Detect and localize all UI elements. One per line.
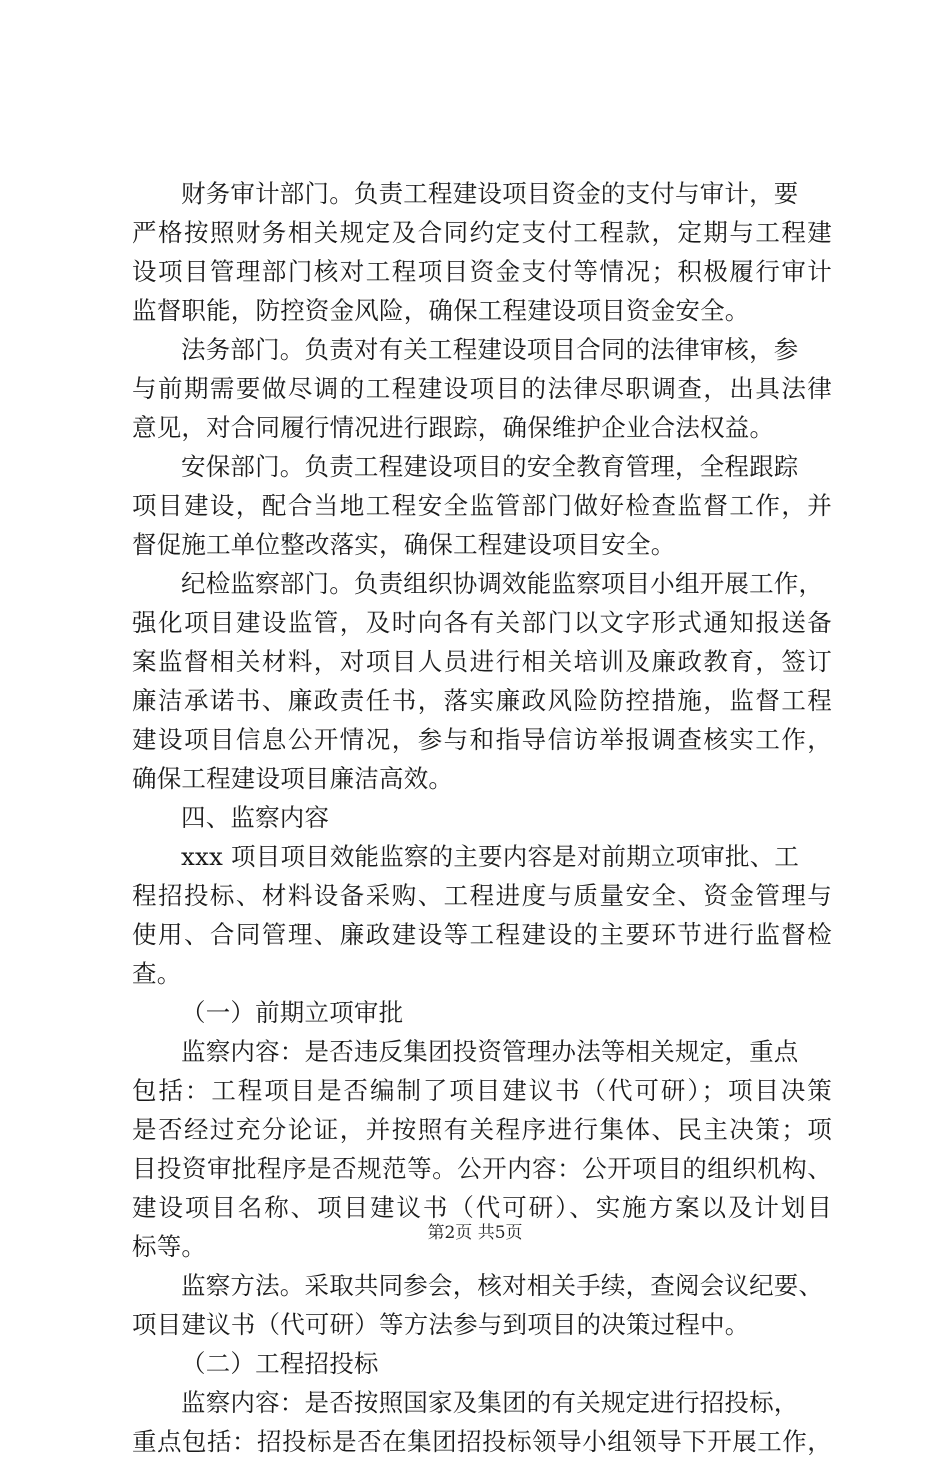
paragraph-line: 包括：工程项目是否编制了项目建议书（代可研）；项目决策 (132, 1076, 832, 1105)
paragraph-line: 是否经过充分论证，并按照有关程序进行集体、民主决策；项 (132, 1115, 832, 1144)
paragraph-line: 查。 (132, 959, 182, 988)
paragraph-line: 监督职能，防控资金风险，确保工程建设项目资金安全。 (132, 296, 750, 325)
paragraph-line: 项目建设，配合当地工程安全监管部门做好检查监督工作，并 (132, 491, 832, 520)
paragraph-line: 意见，对合同履行情况进行跟踪，确保维护企业合法权益。 (132, 413, 775, 442)
paragraph-line: 监察内容：是否按照国家及集团的有关规定进行招投标， (181, 1388, 799, 1417)
paragraph-line: 法务部门。负责对有关工程建设项目合同的法律审核，参 (181, 335, 799, 364)
paragraph-line: 强化项目建设监管，及时向各有关部门以文字形式通知报送备 (132, 608, 832, 637)
page-number-footer: 第2页 共5页 (427, 1223, 523, 1243)
paragraph-line: 廉洁承诺书、廉政责任书，落实廉政风险防控措施，监督工程 (132, 686, 832, 715)
paragraph-line: 建设项目信息公开情况，参与和指导信访举报调查核实工作， (132, 725, 832, 754)
paragraph-line: 项目建议书（代可研）等方法参与到项目的决策过程中。 (132, 1310, 750, 1339)
paragraph-line: 纪检监察部门。负责组织协调效能监察项目小组开展工作， (181, 569, 824, 598)
paragraph-line: 重点包括：招投标是否在集团招投标领导小组领导下开展工作， (132, 1427, 832, 1456)
paragraph-line: 督促施工单位整改落实，确保工程建设项目安全。 (132, 530, 676, 559)
paragraph-line: 建设项目名称、项目建议书（代可研）、实施方案以及计划目 (132, 1193, 832, 1222)
paragraph-line: xxx 项目项目效能监察的主要内容是对前期立项审批、工 (181, 842, 800, 871)
paragraph-line: 监察内容：是否违反集团投资管理办法等相关规定，重点 (181, 1037, 799, 1066)
paragraph-line: 与前期需要做尽调的工程建设项目的法律尽职调查，出具法律 (132, 374, 832, 403)
paragraph-line: 目投资审批程序是否规范等。公开内容：公开项目的组织机构、 (132, 1154, 832, 1183)
paragraph-line: 监察方法。采取共同参会，核对相关手续，查阅会议纪要、 (181, 1271, 824, 1300)
paragraph-line: 安保部门。负责工程建设项目的安全教育管理，全程跟踪 (181, 452, 799, 481)
paragraph-line: 严格按照财务相关规定及合同约定支付工程款，定期与工程建 (132, 218, 832, 247)
paragraph-line: 设项目管理部门核对工程项目资金支付等情况；积极履行审计 (132, 257, 832, 286)
subsection-heading: （二）工程招投标 (181, 1349, 379, 1378)
paragraph-line: 程招投标、材料设备采购、工程进度与质量安全、资金管理与 (132, 881, 832, 910)
paragraph-line: 使用、合同管理、廉政建设等工程建设的主要环节进行监督检 (132, 920, 832, 949)
paragraph-line: 财务审计部门。负责工程建设项目资金的支付与审计，要 (181, 179, 799, 208)
paragraph-line: 标等。 (132, 1232, 207, 1261)
subsection-heading: （一）前期立项审批 (181, 998, 404, 1027)
paragraph-line: 确保工程建设项目廉洁高效。 (132, 764, 454, 793)
paragraph-line: 案监督相关材料，对项目人员进行相关培训及廉政教育，签订 (132, 647, 832, 676)
document-body (132, 174, 832, 1461)
section-heading: 四、监察内容 (181, 803, 330, 832)
